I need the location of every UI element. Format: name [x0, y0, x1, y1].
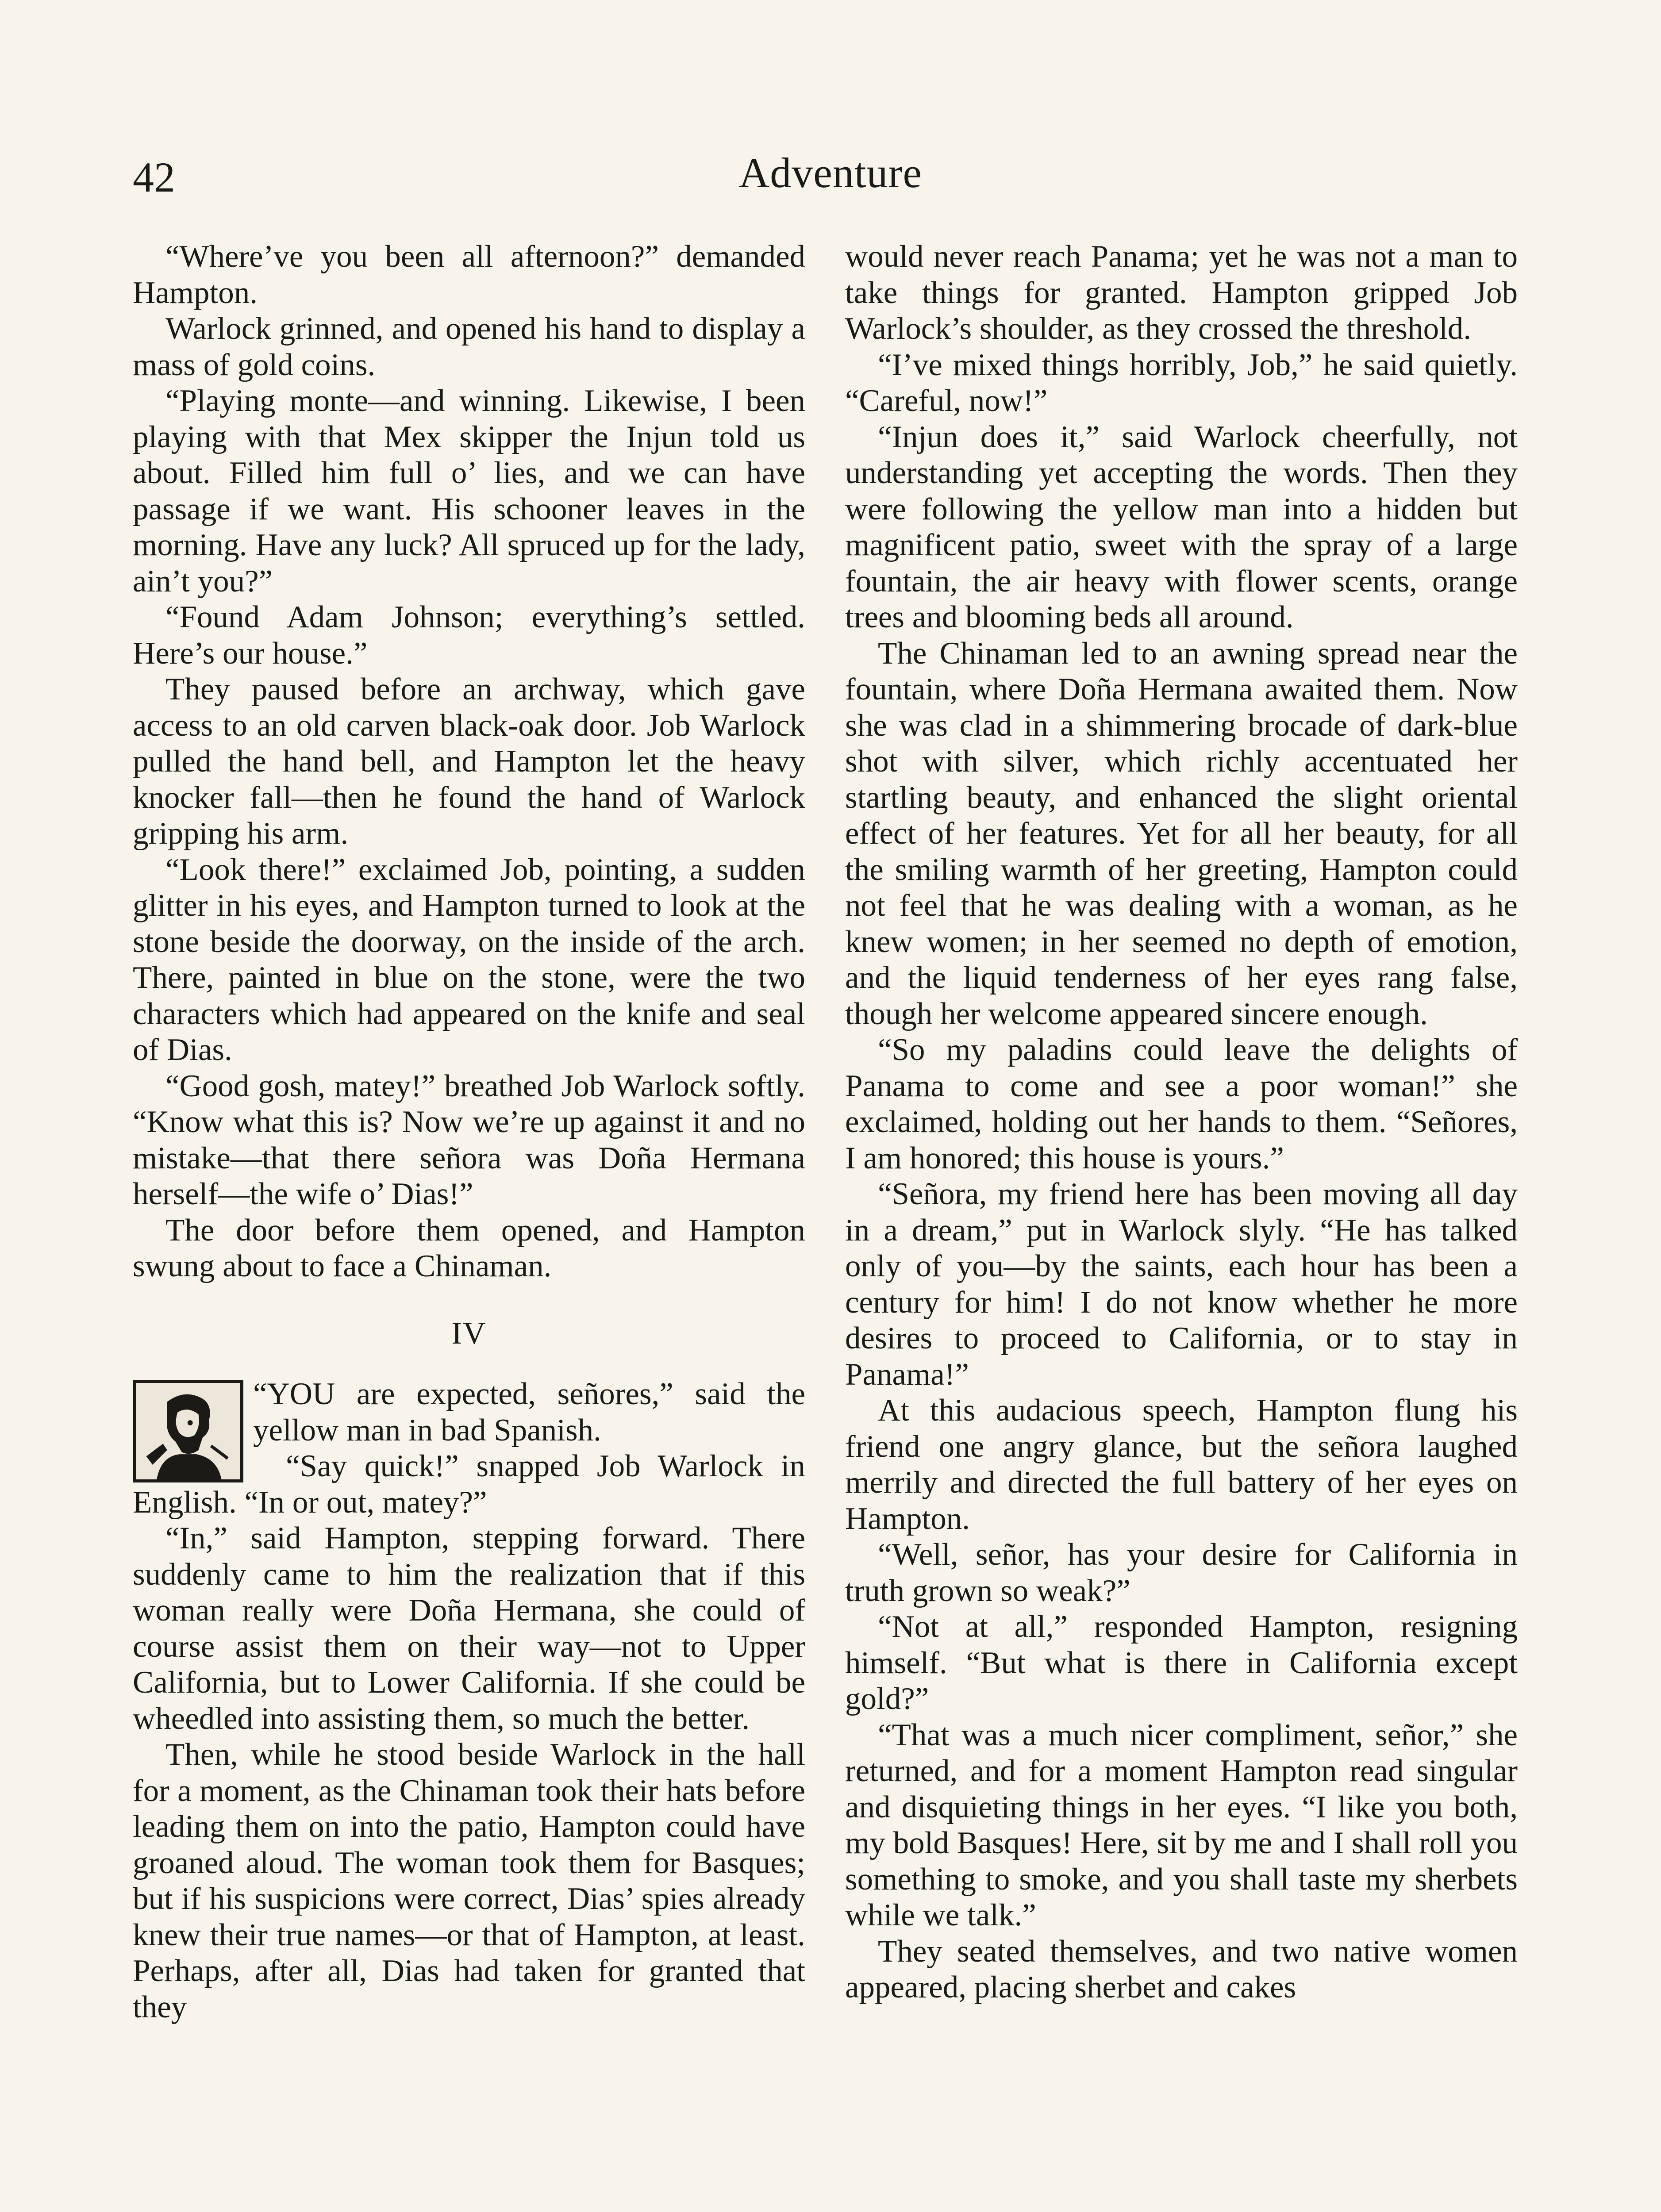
paragraph: “In,” said Hampton, stepping forward. There suddenly came to him the realization that if this woman really were Doña Hermana, she could of course assist them on their way—not to Upper California, but to Lower California. If she could be wheedled into assisting them, so much the better.: [133, 1521, 805, 1736]
paragraph: “Injun does it,” said Warlock cheerfully, not understanding yet accepting the words. Then they were following the yellow man into a hidden but magnificent patio, sweet with the spray of a large fountain, the air heavy with flower scents, orange trees and blooming beds all around.: [845, 419, 1518, 634]
paragraph: “Playing monte—and winning. Likewise, I been playing with that Mex skipper the Injun told us about. Filled him full o’ lies, and we can have passage if we want. His schooner leaves in the morning. Have any luck? All spruced up for the lady, ain’t you?”: [133, 384, 805, 599]
paragraph: Warlock grinned, and opened his hand to display a mass of gold coins.: [133, 311, 805, 382]
right-column: [845, 239, 1518, 2006]
paragraph: The door before them opened, and Hampton swung about to face a Chinaman.: [133, 1213, 805, 1283]
paragraph: “I’ve mixed things horribly, Job,” he said quietly. “Careful, now!”: [845, 347, 1518, 418]
paragraph: “Look there!” exclaimed Job, pointing, a sudden glitter in his eyes, and Hampton turned to look at the stone beside the doorway, on the inside of the arch. There, painted in blue on the stone, were the two characters which had appeared on the knife and seal of Dias.: [133, 852, 805, 1067]
paragraph: The Chinaman led to an awning spread near the fountain, where Doña Hermana awaited them. Now she was clad in a shimmering brocade of dark-blue shot with silver, which richly accentuated her startling beauty, and enhanced the slight oriental effect of her features. Yet for all her beauty, for all the smiling warmth of her greeting, Hampton could not feel that he was dealing with a woman, as he knew women; in her seemed no depth of emotion, and the liquid tenderness of her eyes rang false, though her welcome appeared sincere enough.: [845, 636, 1518, 1031]
paragraph: “So my paladins could leave the delights of Panama to come and see a poor woman!” she exclaimed, holding out her hands to them. “Señores, I am honored; this house is yours.”: [845, 1033, 1518, 1175]
right-paragraphs: [845, 239, 1518, 2006]
chapter-vignette-illustration: [133, 1380, 243, 1482]
paragraph: “Señora, my friend here has been moving all day in a dream,” put in Warlock slyly. “He has talked only of you—by the saints, each hour has been a century for him! I do not know whether he more desires to proceed to California, or to stay in Panama!”: [845, 1177, 1518, 1392]
page-number: 42: [133, 154, 175, 201]
paragraph: “That was a much nicer compliment, señor,” she returned, and for a moment Hampton read singular and disquieting things in her eyes. “I like you both, my bold Basques! Here, sit by me and I shall roll you something to smoke, and you shall taste my sherbets while we talk.”: [845, 1717, 1518, 1932]
paragraph: At this audacious speech, Hampton flung his friend one angry glance, but the señora laughed merrily and directed the full battery of her eyes on Hampton.: [845, 1393, 1518, 1536]
paragraph: They seated themselves, and two native women appeared, placing sherbet and cakes: [845, 1934, 1518, 2005]
paragraph: They paused before an archway, which gave access to an old carven black-oak door. Job Warlock pulled the hand bell, and Hampton let the heavy knocker fall—then he found the hand of Warlock gripping his arm.: [133, 672, 805, 851]
paragraph: “Found Adam Johnson; everything’s settled. Here’s our house.”: [133, 600, 805, 671]
left-paragraphs-before: [133, 239, 805, 1285]
dropcap-paragraph: “YOU are expected, señores,” said the yellow man in bad Spanish.: [133, 1376, 805, 1448]
paragraph: “Well, señor, has your desire for California in truth grown so weak?”: [845, 1537, 1518, 1608]
paragraph: “Good gosh, matey!” breathed Job Warlock softly. “Know what this is? Now we’re up against it and no mistake—that there señora was Doña Hermana herself—the wife o’ Dias!”: [133, 1068, 805, 1211]
paragraph: Then, while he stood beside Warlock in the hall for a moment, as the Chinaman took their hats before leading them on into the patio, Hampton could have groaned aloud. The woman took them for Basques; but if his suspicions were correct, Dias’ spies already knew their true names—or that of Hampton, at least. Perhaps, after all, Dias had taken for granted that they: [133, 1737, 805, 2024]
left-column: [133, 239, 805, 2025]
running-title: Adventure: [738, 149, 923, 196]
paragraph: “Where’ve you been all afternoon?” demanded Hampton.: [133, 239, 805, 310]
section-heading: IV: [451, 1316, 487, 1351]
paragraph: “Say quick!” snapped Job Warlock in English. “In or out, matey?”: [133, 1449, 805, 1520]
left-paragraphs-after: [133, 1448, 805, 2025]
paragraph: would never reach Panama; yet he was not a man to take things for granted. Hampton gripped Job Warlock’s shoulder, as they crossed the threshold.: [845, 239, 1518, 346]
paragraph: “Not at all,” responded Hampton, resigning himself. “But what is there in California except gold?”: [845, 1609, 1518, 1716]
